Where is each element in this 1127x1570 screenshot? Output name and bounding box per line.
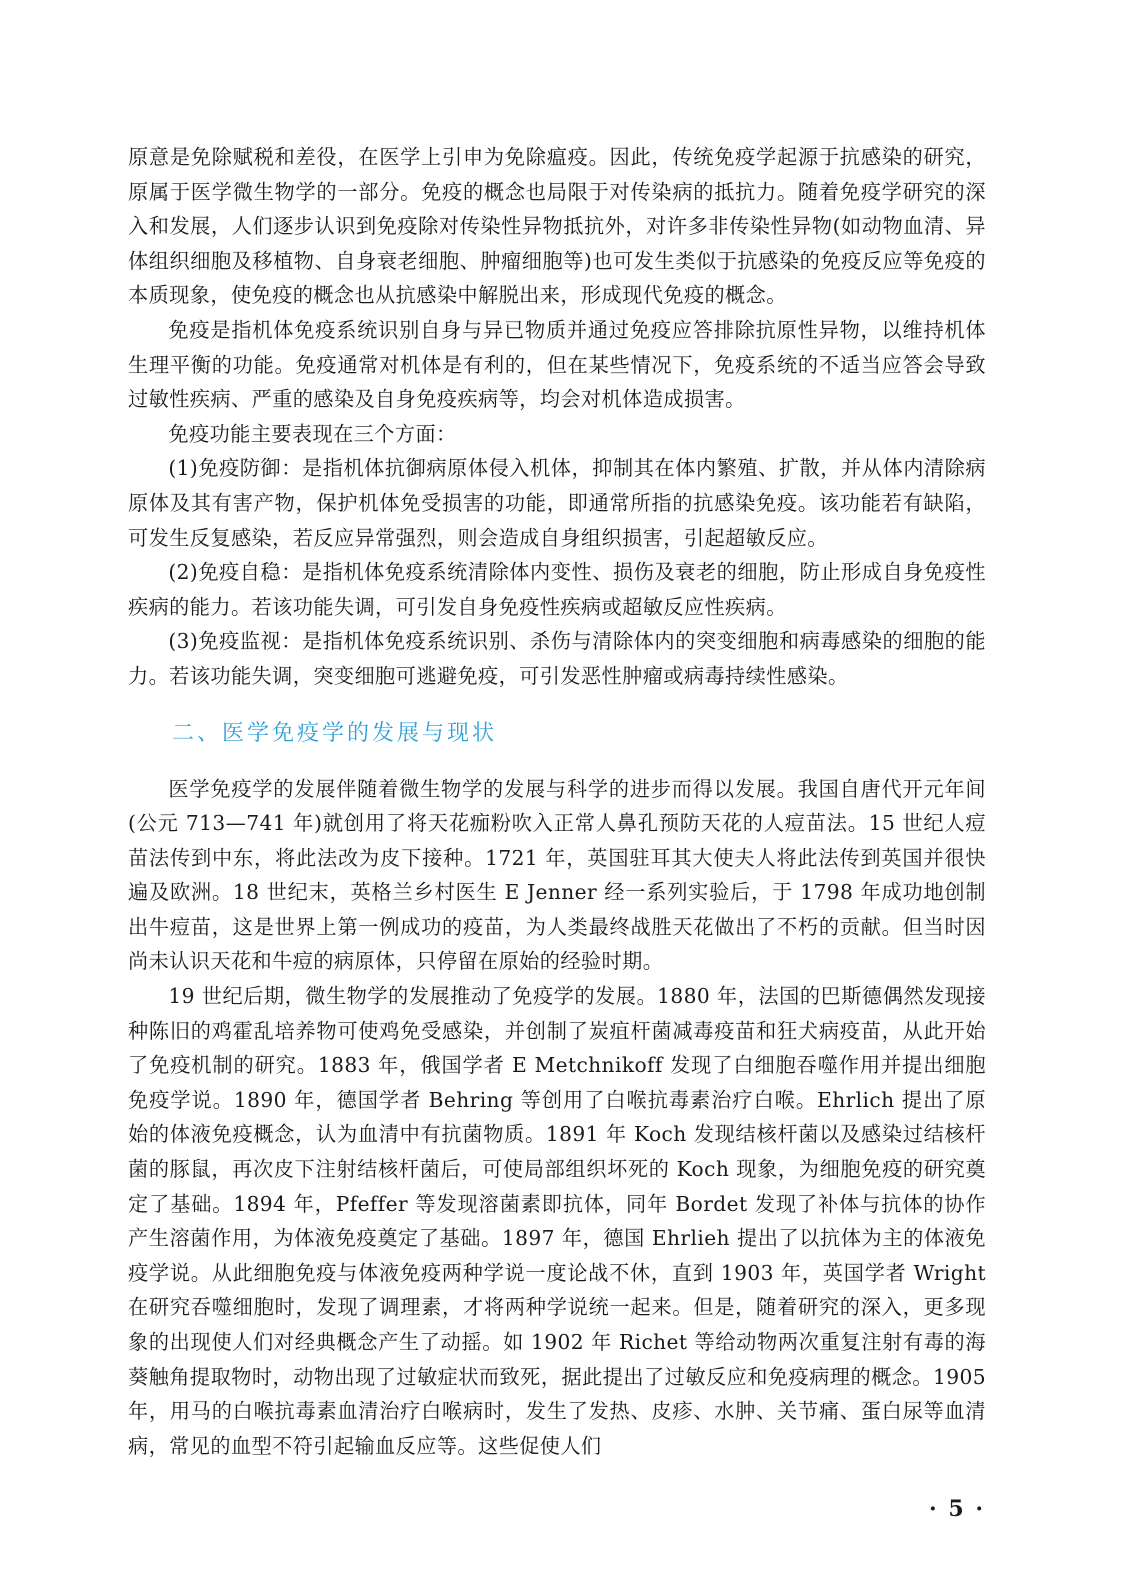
paragraph-immune-defense: (1)免疫防御：是指机体抗御病原体侵入机体，抑制其在体内繁殖、扩散，并从体内清除病原体及其有害产物，保护机体免受损害的功能，即通常所指的抗感染免疫。该功能若有缺陷，可发生反复感染，若反应异常强烈，则会造成自身组织损害，引起超敏反应。 <box>128 456 986 550</box>
section-heading: 二、医学免疫学的发展与现状 <box>172 720 498 746</box>
paragraph-history-19th-century: 19 世纪后期，微生物学的发展推动了免疫学的发展。1880 年，法国的巴斯德偶然发现接种陈旧的鸡霍乱培养物可使鸡免受感染，并创制了炭疽杆菌减毒疫苗和狂犬病疫苗，从此开始了免疫机制的研究。1883 年，俄国学者 E Metchnikoff 发现了白细胞吞噬作用并提出细胞免疫学说。1890 年，德国学者 Behring 等创用了白喉抗毒素治疗白喉。Ehrlich 提出了原始的体液免疫概念，认为血清中有抗菌物质。1891 年 Koch 发现结核杆菌以及感染过结核杆菌的豚鼠，再次皮下注射结核杆菌后，可使局部组织坏死的 Koch 现象，为细胞免疫的研究奠定了基础。1894 年，Pfeffer 等发现溶菌素即抗体，同年 Bordet 发现了补体与抗体的协作产生溶菌作用，为体液免疫奠定了基础。1897 年，德国 Ehrlieh 提出了以抗体为主的体液免疫学说。从此细胞免疫与体液免疫两种学说一度论战不休，直到 1903 年，英国学者 Wright 在研究吞噬细胞时，发现了调理素，才将两种学说统一起来。但是，随着研究的深入，更多现象的出现使人们对经典概念产生了动摇。如 1902 年 Richet 等给动物两次重复注射有毒的海葵触角提取物时，动物出现了过敏症状而致死，据此提出了过敏反应和免疫病理的概念。1905 年，用马的白喉抗毒素血清治疗白喉病时，发生了发热、皮疹、水肿、关节痛、蛋白尿等血清病，常见的血型不符引起输血反应等。这些促使人们 <box>128 984 986 1458</box>
paragraph-immunity-definition: 免疫是指机体免疫系统识别自身与异已物质并通过免疫应答排除抗原性异物，以维持机体生理平衡的功能。免疫通常对机体是有利的，但在某些情况下，免疫系统的不适当应答会导致过敏性疾病、严重的感染及自身免疫疾病等，均会对机体造成损害。 <box>128 317 986 412</box>
paragraph-immune-homeostasis: (2)免疫自稳：是指机体免疫系统清除体内变性、损伤及衰老的细胞，防止形成自身免疫性疾病的能力。若该功能失调，可引发自身免疫性疾病或超敏反应性疾病。 <box>128 560 986 619</box>
page-body <box>128 140 986 1463</box>
paragraph-immune-functions-intro: 免疫功能主要表现在三个方面： <box>168 421 457 446</box>
page-number: · 5 · <box>929 1496 985 1522</box>
paragraph-immunity-origin: 原意是免除赋税和差役，在医学上引申为免除瘟疫。因此，传统免疫学起源于抗感染的研究，原属于医学微生物学的一部分。免疫的概念也局限于对传染病的抵抗力。随着免疫学研究的深入和发展，人们逐步认识到免疫除对传染性异物抵抗外，对许多非传染性异物(如动物血清、异体组织细胞及移植物、自身衰老细胞、肿瘤细胞等)也可发生类似于抗感染的免疫反应等免疫的本质现象，使免疫的概念也从抗感染中解脱出来，形成现代免疫的概念。 <box>128 145 986 308</box>
paragraph-immune-surveillance: (3)免疫监视：是指机体免疫系统识别、杀伤与清除体内的突变细胞和病毒感染的细胞的能力。若该功能失调，突变细胞可逃避免疫，可引发恶性肿瘤或病毒持续性感染。 <box>128 629 986 688</box>
paragraph-history-early: 医学免疫学的发展伴随着微生物学的发展与科学的进步而得以发展。我国自唐代开元年间(公元 713—741 年)就创用了将天花痂粉吹入正常人鼻孔预防天花的人痘苗法。15 世纪人痘苗法传到中东，将此法改为皮下接种。1721 年，英国驻耳其大使夫人将此法传到英国并很快遍及欧洲。18 世纪末，英格兰乡村医生 E Jenner 经一系列实验后，于 1798 年成功地创制出牛痘苗，这是世界上第一例成功的疫苗，为人类最终战胜天花做出了不朽的贡献。但当时因尚未认识天花和牛痘的病原体，只停留在原始的经验时期。 <box>128 776 986 974</box>
